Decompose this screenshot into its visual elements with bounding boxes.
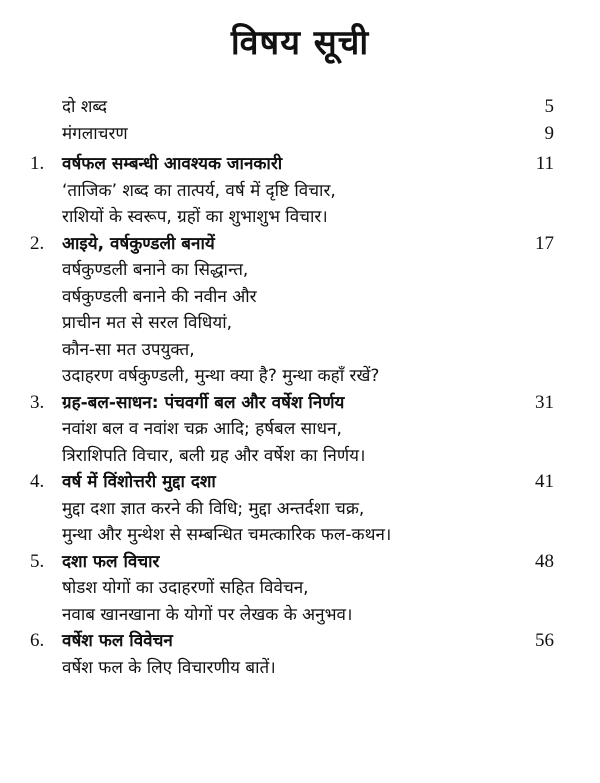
toc-page-number: 17: [535, 232, 554, 254]
chapter-subtopic-line: [0, 257, 600, 284]
subtopic-text: नवाब खानखाना के योगों पर लेखक के अनुभव।: [62, 604, 353, 625]
chapter-number: 2.: [30, 232, 45, 254]
toc-page-number: 9: [544, 122, 554, 144]
toc-entry-front-matter: [0, 94, 600, 121]
chapter-number: 1.: [30, 153, 45, 174]
subtopic-text: राशियों के स्वरूप, ग्रहों का शुभाशुभ विचार।: [62, 207, 328, 227]
chapter-title: वर्षफल सम्बन्धी आवश्यक जानकारी: [62, 154, 283, 174]
subtopic-text: ‘ताजिक’ शब्द का तात्पर्य, वर्ष में दृष्टि विचार,: [62, 180, 336, 201]
toc-chapter-heading: [0, 231, 600, 258]
table-of-contents: [0, 94, 600, 681]
chapter-subtopic-line: [0, 284, 600, 311]
toc-entry-front-matter: [0, 121, 600, 148]
subtopic-text: उदाहरण वर्षकुण्डली, मुन्था क्या है? मुन्था कहाँ रखें?: [62, 366, 380, 386]
page-title: विषय सूची: [230, 23, 370, 63]
subtopic-text: मुन्था और मुन्थेश से सम्बन्धित चमत्कारिक फल-कथन।: [62, 525, 392, 545]
subtopic-text: षोडश योगों का उदाहरणों सहित विवेचन,: [62, 578, 309, 598]
toc-page-number: 56: [535, 630, 554, 651]
toc-chapter-heading: [0, 469, 600, 496]
subtopic-text: नवांश बल व नवांश चक्र आदि; हर्षबल साधन,: [62, 419, 342, 439]
chapter-title: दशा फल विचार: [62, 551, 160, 572]
chapter-subtopic-line: [0, 655, 600, 682]
toc-chapter-heading: [0, 628, 600, 655]
toc-chapter-heading: [0, 151, 600, 178]
chapter-subtopic-line: [0, 416, 600, 443]
toc-chapter-heading: [0, 390, 600, 417]
chapter-number: 6.: [30, 630, 45, 651]
subtopic-text: त्रिराशिपति विचार, बली ग्रह और वर्षेश का निर्णय।: [62, 445, 366, 466]
subtopic-text: वर्षकुण्डली बनाने का सिद्धान्त,: [62, 260, 249, 280]
toc-entry-label: दो शब्द: [62, 97, 108, 117]
chapter-subtopic-line: [0, 178, 600, 205]
toc-page-number: 31: [535, 391, 554, 413]
toc-page-number: 11: [535, 153, 554, 174]
toc-chapter-heading: [0, 549, 600, 576]
chapter-subtopic-line: [0, 496, 600, 523]
chapter-title: वर्षेश फल विवेचन: [62, 631, 173, 651]
chapter-title: ग्रह-बल-साधन: पंचवर्गी बल और वर्षेश निर्णय: [62, 392, 345, 413]
chapter-subtopic-line: [0, 310, 600, 337]
toc-page-number: 5: [544, 96, 554, 117]
toc-entry-label: मंगलाचरण: [62, 123, 128, 144]
chapter-number: 4.: [30, 471, 45, 492]
subtopic-text: मुद्दा दशा ज्ञात करने की विधि; मुद्दा अन्तर्दशा चक्र,: [62, 498, 365, 519]
chapter-title: वर्ष में विंशोत्तरी मुद्दा दशा: [62, 472, 216, 492]
chapter-subtopic-line: [0, 204, 600, 231]
chapter-subtopic-line: [0, 363, 600, 390]
chapter-subtopic-line: [0, 522, 600, 549]
chapter-subtopic-line: [0, 337, 600, 364]
chapter-number: 3.: [30, 391, 45, 413]
chapter-number: 5.: [30, 550, 45, 572]
chapter-subtopic-line: [0, 602, 600, 629]
subtopic-text: वर्षकुण्डली बनाने की नवीन और: [62, 286, 257, 307]
subtopic-text: वर्षेश फल के लिए विचारणीय बातें।: [62, 657, 276, 678]
chapter-title: आइये, वर्षकुण्डली बनायें: [62, 233, 215, 254]
subtopic-text: प्राचीन मत से सरल विधियां,: [62, 313, 233, 333]
toc-page-number: 41: [535, 471, 554, 492]
toc-page-number: 48: [535, 550, 554, 572]
subtopic-text: कौन-सा मत उपयुक्त,: [62, 339, 195, 360]
chapter-subtopic-line: [0, 575, 600, 602]
chapter-subtopic-line: [0, 443, 600, 470]
